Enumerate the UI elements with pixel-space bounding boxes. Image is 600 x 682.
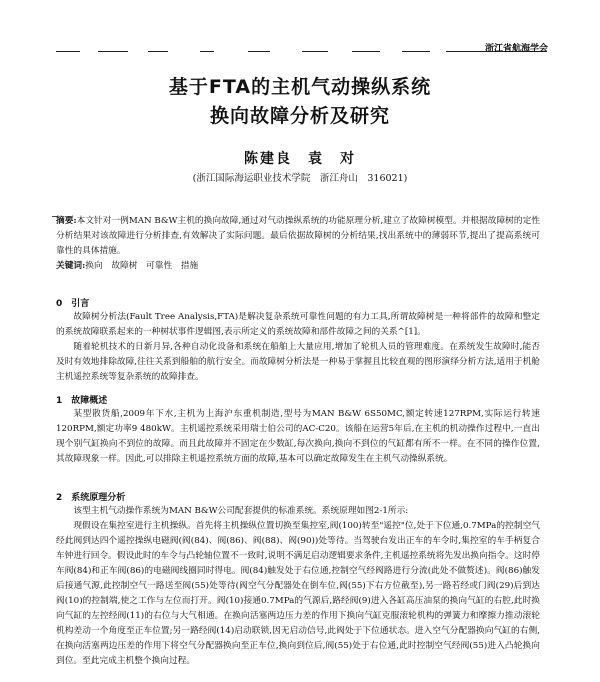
keywords-label: 关键词: <box>56 261 86 271</box>
keywords-text: 换向 故障树 可靠性 措施 <box>85 261 199 271</box>
section1-body <box>56 407 540 467</box>
section-heading-intro: 0 引言 <box>56 299 90 309</box>
header-rule <box>302 51 328 52</box>
paragraph: 随着轮机技术的日新月异,各种自动化设备和系统在船舶上大量应用,增加了轮机人员的管理难度。在系统发生故障时,能否及时有效地排除故障,往往关系到船舶的航行安全。而故障树分析法是一种易于掌握且比较直观的图形演绎分析方法,适用于机舱主机遥控系统等复杂系统的故障排查。 <box>56 342 540 382</box>
abstract-label: 摘要: <box>56 216 77 226</box>
header-rule <box>56 51 80 52</box>
journal-society: 浙江省航海学会 <box>484 44 548 54</box>
paper-title-line1: 基于FTA的主机气动操纵系统 <box>168 76 432 98</box>
section-heading-1: 1 故障概述 <box>56 396 108 406</box>
paper-title-line2: 换向故障分析及研究 <box>209 105 390 127</box>
header-rule <box>200 51 214 52</box>
section2-body <box>56 504 540 669</box>
abstract <box>56 214 540 274</box>
header-rule <box>402 51 430 52</box>
paragraph: 现假设在集控室进行主机操纵。首先将主机操纵位置切换至集控室,阀(100)转至"遥控"位,处于下位通,0.7MPa的控制空气经此阀到达四个遥控操纵电磁阀(阀(84)、阀(86)、阀(88)、阀(90))处等待。当驾驶台发出正车的车令时,集控室的车手柄复合车钟进行回令。假设此时的车令与凸轮轴位置不一致时,说明不满足启动逻辑要求条件,主机遥控系统将先发出换向指令。这时停车阀(84)和正车阀(86)的电磁阀线圈同时得电。阀(84)触发处于右位通,控制空气经阀路进行分流(此处不做赘述)。阀(86)触发后接通气源,此控制空气一路送至阀(55)处等待(阀空气分配器处在倒车位,阀(55)下右方位截至),另一路若经或门阀(29)后到达阀(10)的控制端,使之工作与左位而打开。阀(10)接通0.7MPa的气源后,路经阀(9)进入各缸高压油泵的换向气缸的右腔,此时换向气缸的左控经阀(11)的右位与大气相通。在换向活塞两边压力差的作用下换向气缸克服滚轮机构的弹簧力和摩擦力推动滚轮机构差动一个角度至正车位置;另一路经阀(14)启动联锁,因无启动信号,此阀处于下位通状态。进入空气分配器换向气缸的右侧,在换向活塞两边压差的作用下将空气分配器换向至正车位,换向到位后,阀(55)处于右位通,此时控制空气经阀(55)进入凸轮换向到位。至此完成主机整个换向过程。 <box>56 521 540 666</box>
affiliation: (浙江国际海运职业技术学院 浙江舟山 316021) <box>192 173 408 184</box>
authors: 陈建良 袁 对 <box>244 151 356 167</box>
header-rule <box>248 51 270 52</box>
intro-body <box>56 310 540 385</box>
section-heading-2: 2 系统原理分析 <box>56 493 126 503</box>
abstract-text: 本文针对一例MAN B&W主机的换向故障,通过对气动操纵系统的功能原理分析,建立了故障树模型。并根据故障树的定性分析结果对该故障进行分析排查,有效解决了实际问题。最后依据故障树的分析结果,找出系统中的薄弱环节,提出了提高系统可靠性的具体措施。 <box>56 216 540 256</box>
header-rule <box>148 51 168 52</box>
paragraph: 某型散货船,2009年下水,主机为上海沪东重机制造,型号为MAN B&W 6S50MC,额定转速127RPM,实际运行转速120RPM,额定功率9 480kW。主机遥控系统采用瑞士伯公司的AC-C20。该船在运营5年后,在主机的机动操作过程中,一直出现个别气缸换向不到位的故障。而且此故障并不固定在少数缸,每次换向,换向不到位的气缸都有所不一样。在不同的操作位置,其故障现象一样。因此,可以排除主机遥控系统方面的故障,基本可以确定故障发生在主机气动操纵系统。 <box>56 409 540 464</box>
paragraph: 故障树分析法(Fault Tree Analysis,FTA)是解决复杂系统可靠性问题的有力工具,所谓故障树是一种将部件的故障和整定的系统故障联系起来的一种树状事件逻辑图,表示所定义的系统故障和部件故障之间的关系^[1]。 <box>56 312 540 337</box>
header-rule <box>98 51 128 52</box>
header-rule <box>352 51 380 52</box>
paragraph: 该型主机气动操作系统为MAN B&W公司配套提供的标准系统。系统原理如图2-1所示: <box>73 506 409 516</box>
